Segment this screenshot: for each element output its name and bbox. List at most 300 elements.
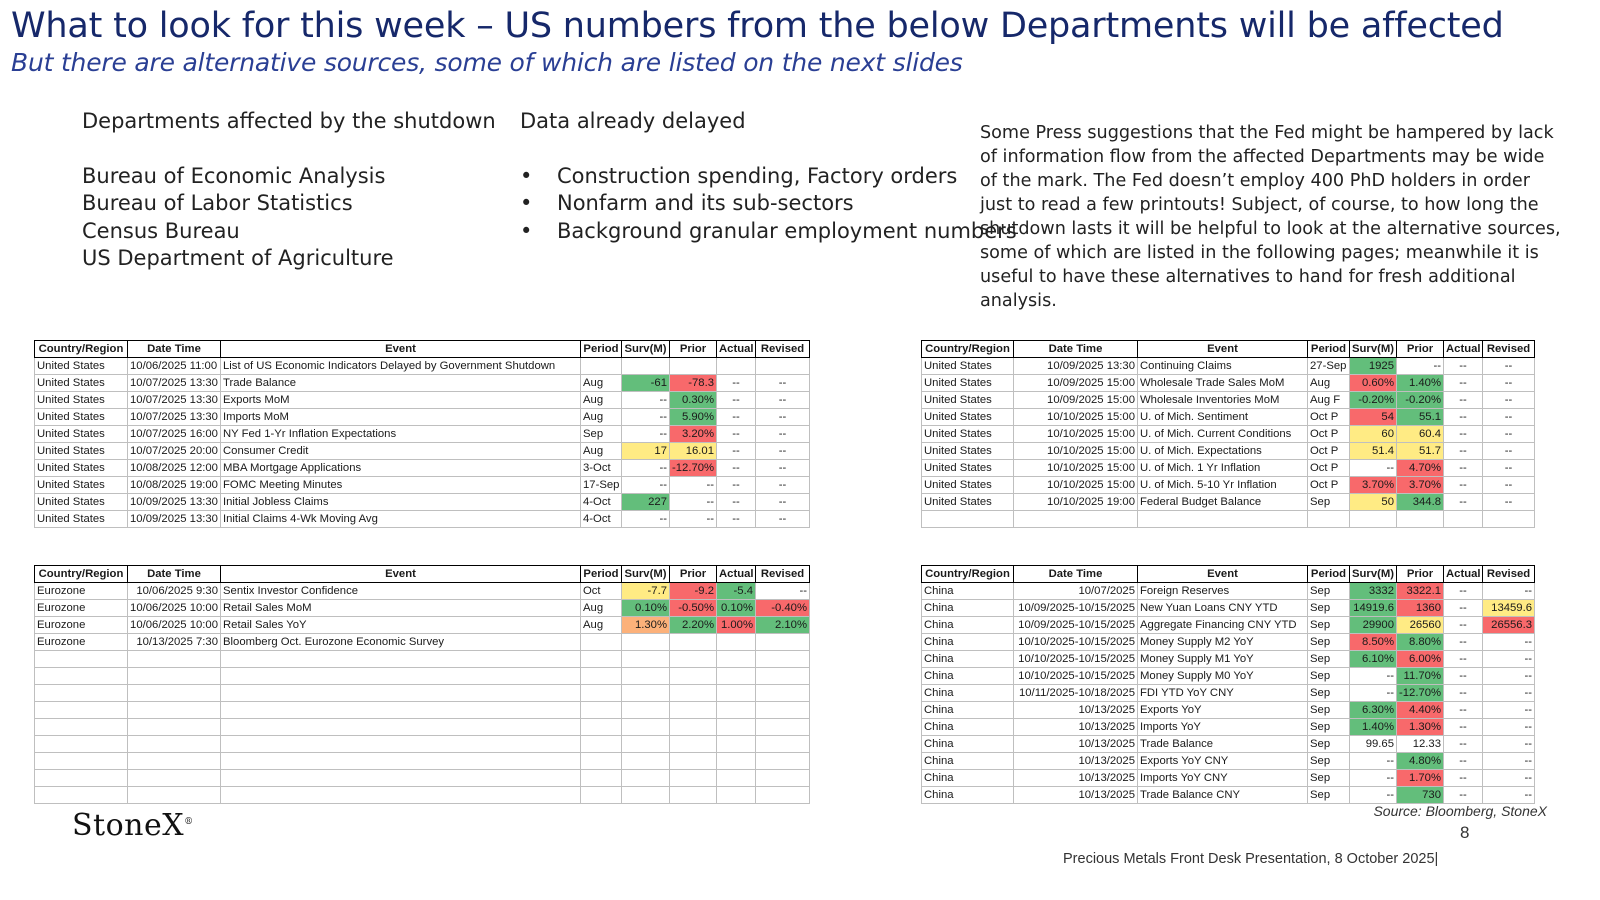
period-cell	[581, 685, 622, 702]
delayed-list	[520, 163, 1017, 246]
prior-cell	[670, 651, 717, 668]
prior-cell: 12.33	[1397, 736, 1444, 753]
prior-cell: 55.1	[1397, 409, 1444, 426]
survey-cell: 14919.6	[1350, 600, 1397, 617]
survey-cell: 3.70%	[1350, 477, 1397, 494]
country-cell: Eurozone	[35, 617, 128, 634]
period-cell	[581, 787, 622, 804]
prior-cell: -0.20%	[1397, 392, 1444, 409]
survey-cell	[622, 753, 670, 770]
event-cell	[221, 651, 581, 668]
actual-cell: --	[1444, 494, 1483, 511]
column-header: Actual	[1444, 566, 1483, 583]
column-header: Date Time	[128, 341, 221, 358]
country-cell: United States	[35, 358, 128, 375]
revised-cell: --	[1483, 634, 1535, 651]
country-cell	[35, 702, 128, 719]
survey-cell: 0.60%	[1350, 375, 1397, 392]
actual-cell: --	[1444, 443, 1483, 460]
prior-cell: 26560	[1397, 617, 1444, 634]
column-header: Period	[1308, 566, 1350, 583]
table-row	[35, 511, 810, 528]
revised-cell: --	[1483, 392, 1535, 409]
actual-cell: --	[1444, 477, 1483, 494]
datetime-cell	[128, 651, 221, 668]
revised-cell: --	[1483, 753, 1535, 770]
column-header: Surv(M)	[622, 566, 670, 583]
revised-cell	[756, 770, 810, 787]
revised-cell: --	[1483, 770, 1535, 787]
table-row	[922, 685, 1535, 702]
table-row	[922, 668, 1535, 685]
country-cell	[35, 770, 128, 787]
datetime-cell: 10/13/2025	[1014, 787, 1138, 804]
column-header: Prior	[670, 341, 717, 358]
datetime-cell: 10/10/2025 15:00	[1014, 409, 1138, 426]
period-cell: Sep	[1308, 634, 1350, 651]
datetime-cell	[128, 668, 221, 685]
actual-cell: 1.00%	[717, 617, 756, 634]
revised-cell: -0.40%	[756, 600, 810, 617]
survey-cell: -0.20%	[1350, 392, 1397, 409]
table-header-row	[35, 341, 810, 358]
datetime-cell: 10/06/2025 10:00	[128, 600, 221, 617]
period-cell: Aug	[581, 617, 622, 634]
period-cell: Sep	[1308, 736, 1350, 753]
period-cell	[581, 634, 622, 651]
event-cell: Consumer Credit	[221, 443, 581, 460]
event-cell: Money Supply M1 YoY	[1138, 651, 1308, 668]
revised-cell: --	[756, 511, 810, 528]
period-cell: Sep	[1308, 702, 1350, 719]
prior-cell: 0.30%	[670, 392, 717, 409]
actual-cell: --	[1444, 651, 1483, 668]
country-cell: United States	[922, 358, 1014, 375]
column-header: Event	[1138, 566, 1308, 583]
actual-cell	[717, 685, 756, 702]
actual-cell: --	[1444, 617, 1483, 634]
revised-cell: --	[1483, 494, 1535, 511]
actual-cell	[717, 736, 756, 753]
survey-cell: 1.40%	[1350, 719, 1397, 736]
prior-cell: 11.70%	[1397, 668, 1444, 685]
prior-cell: --	[1397, 358, 1444, 375]
table-row	[922, 736, 1535, 753]
datetime-cell	[1014, 511, 1138, 528]
event-cell: U. of Mich. Current Conditions	[1138, 426, 1308, 443]
datetime-cell: 10/09/2025 13:30	[1014, 358, 1138, 375]
event-cell: Aggregate Financing CNY YTD	[1138, 617, 1308, 634]
country-cell: United States	[922, 460, 1014, 477]
table-row	[922, 770, 1535, 787]
column-header: Actual	[1444, 341, 1483, 358]
survey-cell: 50	[1350, 494, 1397, 511]
period-cell: Aug	[581, 392, 622, 409]
prior-cell: 1360	[1397, 600, 1444, 617]
column-header: Period	[581, 566, 622, 583]
column-header: Date Time	[1014, 566, 1138, 583]
datetime-cell: 10/06/2025 11:00	[128, 358, 221, 375]
country-cell: United States	[922, 477, 1014, 494]
column-header: Country/Region	[922, 341, 1014, 358]
actual-cell	[717, 651, 756, 668]
country-cell	[35, 753, 128, 770]
event-cell	[221, 719, 581, 736]
prior-cell: --	[670, 477, 717, 494]
datetime-cell: 10/07/2025 13:30	[128, 392, 221, 409]
table-row	[922, 583, 1535, 600]
revised-cell: --	[756, 392, 810, 409]
prior-cell	[670, 719, 717, 736]
survey-cell: 1925	[1350, 358, 1397, 375]
revised-cell: --	[756, 409, 810, 426]
table-row	[922, 477, 1535, 494]
actual-cell: --	[717, 409, 756, 426]
revised-cell: --	[1483, 787, 1535, 804]
survey-cell	[1350, 511, 1397, 528]
event-cell	[221, 736, 581, 753]
actual-cell: --	[1444, 634, 1483, 651]
stonex-logo: StoneX®	[72, 808, 194, 843]
event-cell: U. of Mich. 1 Yr Inflation	[1138, 460, 1308, 477]
actual-cell	[1444, 511, 1483, 528]
country-cell: United States	[922, 409, 1014, 426]
country-cell: United States	[35, 477, 128, 494]
event-cell: FDI YTD YoY CNY	[1138, 685, 1308, 702]
country-cell: United States	[922, 392, 1014, 409]
column-header: Date Time	[1014, 341, 1138, 358]
table-row	[35, 617, 810, 634]
department-item: Census Bureau	[82, 218, 240, 243]
country-cell: United States	[35, 511, 128, 528]
table-row	[35, 358, 810, 375]
period-cell: Sep	[1308, 668, 1350, 685]
period-cell: Sep	[1308, 787, 1350, 804]
period-cell	[581, 770, 622, 787]
table-row	[922, 409, 1535, 426]
prior-cell	[670, 685, 717, 702]
revised-cell: --	[1483, 460, 1535, 477]
column-header: Revised	[1483, 341, 1535, 358]
column-header: Prior	[1397, 566, 1444, 583]
table-row	[35, 375, 810, 392]
survey-cell	[622, 651, 670, 668]
revised-cell: --	[756, 426, 810, 443]
prior-cell: --	[670, 494, 717, 511]
event-cell	[221, 702, 581, 719]
prior-cell: 4.40%	[1397, 702, 1444, 719]
period-cell: Sep	[1308, 494, 1350, 511]
table-header-row	[35, 566, 810, 583]
datetime-cell: 10/09/2025-10/15/2025	[1014, 600, 1138, 617]
period-cell: Sep	[1308, 770, 1350, 787]
survey-cell: --	[1350, 685, 1397, 702]
department-item: US Department of Agriculture	[82, 246, 394, 270]
period-cell: Sep	[1308, 685, 1350, 702]
datetime-cell: 10/06/2025 9:30	[128, 583, 221, 600]
footer-text: Precious Metals Front Desk Presentation, 8 October 2025|	[1063, 851, 1439, 867]
event-cell: U. of Mich. Sentiment	[1138, 409, 1308, 426]
revised-cell	[756, 787, 810, 804]
prior-cell: 6.00%	[1397, 651, 1444, 668]
period-cell: 17-Sep	[581, 477, 622, 494]
event-cell: Retail Sales MoM	[221, 600, 581, 617]
survey-cell	[622, 685, 670, 702]
period-cell: Sep	[1308, 753, 1350, 770]
prior-cell	[670, 770, 717, 787]
column-header: Country/Region	[922, 566, 1014, 583]
period-cell: Aug	[1308, 375, 1350, 392]
event-cell: Trade Balance	[1138, 736, 1308, 753]
prior-cell: 730	[1397, 787, 1444, 804]
delayed-item: • Construction spending, Factory orders	[557, 163, 1017, 191]
table-row	[35, 719, 810, 736]
revised-cell	[1483, 511, 1535, 528]
us-calendar-table-2	[921, 340, 1535, 528]
period-cell: Oct P	[1308, 460, 1350, 477]
survey-cell	[622, 358, 670, 375]
prior-cell: 16.01	[670, 443, 717, 460]
prior-cell: 3.20%	[670, 426, 717, 443]
datetime-cell	[128, 736, 221, 753]
event-cell: Sentix Investor Confidence	[221, 583, 581, 600]
country-cell: United States	[35, 443, 128, 460]
survey-cell: 6.30%	[1350, 702, 1397, 719]
actual-cell: --	[1444, 787, 1483, 804]
column-header: Country/Region	[35, 341, 128, 358]
revised-cell	[756, 651, 810, 668]
prior-cell: 344.8	[1397, 494, 1444, 511]
actual-cell: --	[717, 426, 756, 443]
survey-cell	[622, 736, 670, 753]
actual-cell: -5.4	[717, 583, 756, 600]
event-cell: Continuing Claims	[1138, 358, 1308, 375]
survey-cell	[622, 634, 670, 651]
period-cell: Sep	[1308, 617, 1350, 634]
period-cell: Sep	[1308, 651, 1350, 668]
event-cell: Retail Sales YoY	[221, 617, 581, 634]
prior-cell: 8.80%	[1397, 634, 1444, 651]
actual-cell: --	[717, 460, 756, 477]
event-cell	[221, 770, 581, 787]
table-row	[922, 358, 1535, 375]
country-cell	[35, 736, 128, 753]
revised-cell	[756, 634, 810, 651]
period-cell: Aug	[581, 409, 622, 426]
revised-cell: --	[756, 494, 810, 511]
revised-cell: --	[1483, 719, 1535, 736]
china-calendar-table	[921, 565, 1535, 804]
prior-cell: 3322.1	[1397, 583, 1444, 600]
datetime-cell: 10/07/2025 13:30	[128, 375, 221, 392]
table-row	[35, 668, 810, 685]
period-cell: 4-Oct	[581, 494, 622, 511]
period-cell: 3-Oct	[581, 460, 622, 477]
actual-cell: --	[717, 443, 756, 460]
actual-cell: --	[1444, 702, 1483, 719]
prior-cell: 3.70%	[1397, 477, 1444, 494]
period-cell: Aug	[581, 375, 622, 392]
survey-cell: --	[622, 409, 670, 426]
datetime-cell	[128, 719, 221, 736]
logo-text: StoneX	[72, 808, 185, 843]
eurozone-calendar-table	[34, 565, 810, 804]
prior-cell: --	[670, 511, 717, 528]
event-cell: Wholesale Inventories MoM	[1138, 392, 1308, 409]
country-cell: China	[922, 617, 1014, 634]
survey-cell: --	[622, 511, 670, 528]
datetime-cell: 10/13/2025	[1014, 736, 1138, 753]
table-row	[35, 426, 810, 443]
datetime-cell: 10/07/2025 20:00	[128, 443, 221, 460]
survey-cell	[622, 668, 670, 685]
country-cell	[35, 685, 128, 702]
table-row	[35, 583, 810, 600]
survey-cell: 0.10%	[622, 600, 670, 617]
event-cell: Imports YoY CNY	[1138, 770, 1308, 787]
table-row	[922, 426, 1535, 443]
prior-cell	[670, 787, 717, 804]
survey-cell	[622, 770, 670, 787]
datetime-cell: 10/10/2025 15:00	[1014, 443, 1138, 460]
revised-cell: --	[1483, 583, 1535, 600]
delayed-item: • Nonfarm and its sub-sectors	[557, 190, 1017, 218]
survey-cell: --	[622, 477, 670, 494]
prior-cell	[1397, 511, 1444, 528]
table-row	[35, 753, 810, 770]
event-cell: Foreign Reserves	[1138, 583, 1308, 600]
table-row	[922, 494, 1535, 511]
survey-cell: 1.30%	[622, 617, 670, 634]
datetime-cell: 10/09/2025 13:30	[128, 511, 221, 528]
actual-cell: --	[1444, 736, 1483, 753]
prior-cell	[670, 358, 717, 375]
datetime-cell: 10/07/2025	[1014, 583, 1138, 600]
survey-cell: 29900	[1350, 617, 1397, 634]
country-cell: China	[922, 753, 1014, 770]
period-cell	[1308, 511, 1350, 528]
table-row	[35, 600, 810, 617]
country-cell: United States	[922, 375, 1014, 392]
country-cell: China	[922, 634, 1014, 651]
prior-cell: -12.70%	[1397, 685, 1444, 702]
us-calendar-table-1	[34, 340, 810, 528]
datetime-cell: 10/13/2025	[1014, 770, 1138, 787]
table-row	[35, 392, 810, 409]
table-row	[35, 651, 810, 668]
table-row	[922, 511, 1535, 528]
table-row	[35, 494, 810, 511]
event-cell: Exports YoY	[1138, 702, 1308, 719]
prior-cell: 4.80%	[1397, 753, 1444, 770]
survey-cell: -61	[622, 375, 670, 392]
country-cell: United States	[35, 409, 128, 426]
survey-cell: --	[622, 392, 670, 409]
revised-cell: --	[756, 443, 810, 460]
datetime-cell: 10/11/2025-10/18/2025	[1014, 685, 1138, 702]
table-row	[35, 634, 810, 651]
actual-cell: --	[1444, 426, 1483, 443]
event-cell: List of US Economic Indicators Delayed by Government Shutdown	[221, 358, 581, 375]
table-row	[922, 787, 1535, 804]
revised-cell: --	[756, 460, 810, 477]
actual-cell	[717, 358, 756, 375]
actual-cell: --	[1444, 392, 1483, 409]
actual-cell	[717, 719, 756, 736]
datetime-cell: 10/07/2025 13:30	[128, 409, 221, 426]
actual-cell: 0.10%	[717, 600, 756, 617]
revised-cell: --	[1483, 685, 1535, 702]
table-row	[922, 651, 1535, 668]
column-header: Period	[581, 341, 622, 358]
period-cell: Aug	[581, 600, 622, 617]
period-cell	[581, 753, 622, 770]
prior-cell	[670, 736, 717, 753]
column-header: Event	[221, 341, 581, 358]
column-header: Prior	[1397, 341, 1444, 358]
country-cell: United States	[35, 460, 128, 477]
country-cell: United States	[922, 443, 1014, 460]
actual-cell: --	[1444, 753, 1483, 770]
datetime-cell: 10/10/2025-10/15/2025	[1014, 668, 1138, 685]
department-item: Bureau of Economic Analysis	[82, 163, 386, 188]
actual-cell	[717, 634, 756, 651]
actual-cell: --	[1444, 460, 1483, 477]
column-header: Actual	[717, 341, 756, 358]
prior-cell: 60.4	[1397, 426, 1444, 443]
period-cell: Oct P	[1308, 409, 1350, 426]
revised-cell	[756, 668, 810, 685]
country-cell: Eurozone	[35, 583, 128, 600]
event-cell	[1138, 511, 1308, 528]
revised-cell: --	[1483, 443, 1535, 460]
revised-cell	[756, 702, 810, 719]
actual-cell: --	[1444, 583, 1483, 600]
column-header: Surv(M)	[622, 341, 670, 358]
period-cell: 27-Sep	[1308, 358, 1350, 375]
datetime-cell: 10/09/2025 15:00	[1014, 375, 1138, 392]
period-cell: Sep	[1308, 583, 1350, 600]
country-cell	[35, 787, 128, 804]
table-row	[35, 702, 810, 719]
survey-cell: --	[1350, 787, 1397, 804]
revised-cell	[756, 753, 810, 770]
country-cell: United States	[35, 494, 128, 511]
actual-cell	[717, 668, 756, 685]
revised-cell: --	[1483, 668, 1535, 685]
revised-cell	[756, 719, 810, 736]
delayed-item: • Background granular employment numbers	[557, 218, 1017, 246]
press-commentary: Some Press suggestions that the Fed might be hampered by lack of information flow from the affected Departments may be wide of the mark. The Fed doesn’t employ 400 PhD holders in order just to read a few printouts! Subject, of course, to how long the shutdown lasts it will be helpful to look at the alternative sources, some of which are listed in the following pages; meanwhile it is useful to have these alternatives to hand for fresh additional analysis.	[980, 123, 1561, 311]
page-subtitle: But there are alternative sources, some of which are listed on the next slides	[11, 48, 963, 77]
delayed-heading: Data already delayed	[520, 109, 746, 133]
table-header-row	[922, 341, 1535, 358]
prior-cell	[670, 753, 717, 770]
period-cell: Sep	[1308, 600, 1350, 617]
column-header: Period	[1308, 341, 1350, 358]
country-cell: China	[922, 736, 1014, 753]
column-header: Surv(M)	[1350, 566, 1397, 583]
table-row	[35, 787, 810, 804]
datetime-cell: 10/10/2025 19:00	[1014, 494, 1138, 511]
column-header: Event	[1138, 341, 1308, 358]
revised-cell: --	[756, 375, 810, 392]
event-cell: NY Fed 1-Yr Inflation Expectations	[221, 426, 581, 443]
country-cell: China	[922, 787, 1014, 804]
prior-cell: -78.3	[670, 375, 717, 392]
survey-cell: 8.50%	[1350, 634, 1397, 651]
column-header: Revised	[756, 341, 810, 358]
